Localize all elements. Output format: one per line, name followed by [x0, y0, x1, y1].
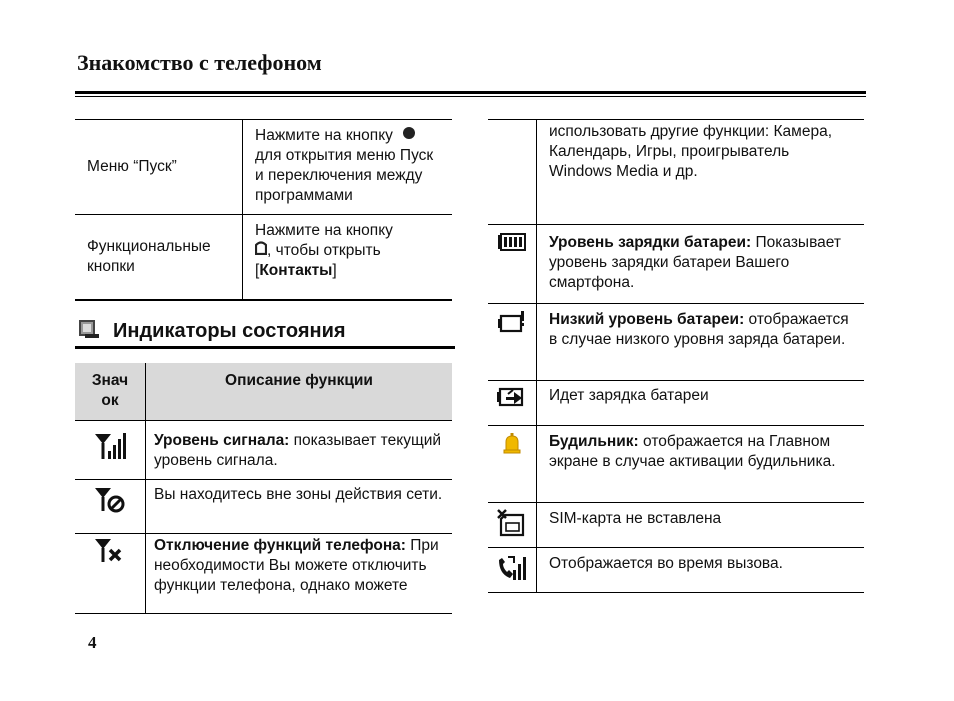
section-bullet-icon	[77, 318, 101, 345]
title-rule-thin	[75, 96, 866, 97]
radio-off-icon	[93, 536, 127, 572]
battery-level-icon	[497, 233, 527, 257]
row-description: Нажмите на кнопку для открытия меню Пуск и переключения между программами	[243, 120, 453, 215]
table-header-row	[75, 363, 452, 421]
call-active-icon	[496, 554, 528, 588]
header-icon-col: Знач ок	[75, 363, 146, 421]
alarm-bell-icon	[502, 432, 522, 462]
row-description: использовать другие функции: Камера, Календарь, Игры, проигрыватель Windows Media и др.	[537, 120, 865, 225]
no-sim-icon	[497, 509, 527, 543]
start-menu-table	[75, 119, 452, 301]
table-row	[488, 225, 864, 304]
table-row	[75, 480, 452, 534]
table-row	[488, 304, 864, 381]
row-description: Отключение функций телефона: При необходимости Вы можете отключить функции телефона, однако можете	[154, 537, 439, 594]
table-row	[488, 503, 864, 548]
row-label: Функциональные кнопки	[75, 215, 243, 301]
row-description: Будильник: отображается на Главном экране в случае активации будильника.	[537, 426, 865, 503]
battery-low-icon	[497, 310, 527, 340]
header-desc-col: Описание функции	[146, 363, 453, 421]
row-description: Отображается во время вызова.	[549, 555, 783, 572]
start-button-dot-icon	[397, 126, 417, 146]
row-description: Вы находитесь вне зоны действия сети.	[146, 480, 453, 534]
battery-charging-icon	[496, 386, 528, 414]
table-row	[488, 381, 864, 426]
table-row	[75, 215, 452, 301]
soft-key-icon	[255, 241, 267, 261]
row-description: Нажмите на кнопку , чтобы открыть [Контакты]	[255, 222, 393, 280]
section-heading	[77, 318, 346, 345]
page-title: Знакомство с телефоном	[77, 50, 322, 75]
table-row	[75, 421, 452, 480]
table-row	[488, 120, 864, 225]
row-description: Уровень сигнала: показывает текущий уровень сигнала.	[146, 421, 453, 480]
row-description: Идет зарядка батареи	[537, 381, 865, 426]
row-description: Уровень зарядки батареи: Показывает уровень зарядки батареи Вашего смартфона.	[537, 225, 865, 304]
page-number: 4	[88, 633, 97, 652]
row-description: SIM-карта не вставлена	[537, 503, 865, 548]
section-title: Индикаторы состояния	[113, 320, 346, 342]
title-rule	[75, 91, 866, 94]
status-indicators-table-continued	[488, 119, 864, 593]
table-row	[488, 548, 864, 593]
no-service-icon	[93, 485, 127, 521]
row-description: Низкий уровень батареи: отображается в случае низкого уровня заряда батареи.	[537, 304, 865, 381]
row-label: Меню “Пуск”	[75, 120, 243, 215]
table-row	[488, 426, 864, 503]
table-row	[75, 120, 452, 215]
status-indicators-table	[75, 363, 452, 614]
signal-strength-icon	[93, 431, 127, 467]
section-rule	[75, 346, 455, 349]
table-row	[75, 534, 452, 614]
